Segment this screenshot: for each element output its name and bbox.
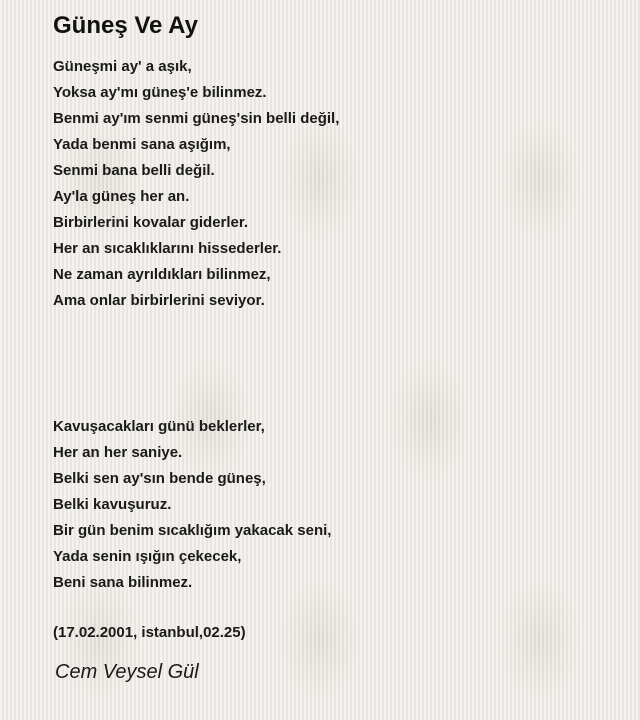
poem-line: Belki kavuşuruz.: [53, 496, 172, 513]
poem-line: Güneşmi ay' a aşık,: [53, 58, 192, 75]
date-note: (17.02.2001, istanbul,02.25): [53, 624, 246, 641]
poem-line: Ama onlar birbirlerini seviyor.: [53, 292, 265, 309]
poem-line: Ay'la güneş her an.: [53, 188, 190, 205]
stanza-1: [53, 54, 339, 314]
poem-line: Yoksa ay'mı güneş'e bilinmez.: [53, 84, 267, 101]
author-name: Cem Veysel Gül: [55, 661, 199, 683]
poem-line: Birbirlerini kovalar giderler.: [53, 214, 249, 231]
poem-line: Kavuşacakları günü beklerler,: [53, 418, 265, 435]
poem-line: Beni sana bilinmez.: [53, 574, 193, 591]
poem-line: Her an sıcaklıklarını hissederler.: [53, 240, 282, 257]
stanza-2: [53, 414, 331, 596]
poem-line: Belki sen ay'sın bende güneş,: [53, 470, 266, 487]
poem-line: Benmi ay'ım senmi güneş'sin belli değil,: [53, 110, 340, 127]
poem-line: Ne zaman ayrıldıkları bilinmez,: [53, 266, 271, 283]
poem-line: Yada benmi sana aşığım,: [53, 136, 231, 153]
poem-line: Senmi bana belli değil.: [53, 162, 215, 179]
poem-line: Bir gün benim sıcaklığım yakacak seni,: [53, 522, 332, 539]
poem-line: Yada senin ışığın çekecek,: [53, 548, 242, 565]
poem-title: Güneş Ve Ay: [53, 12, 198, 39]
poem-line: Her an her saniye.: [53, 444, 183, 461]
